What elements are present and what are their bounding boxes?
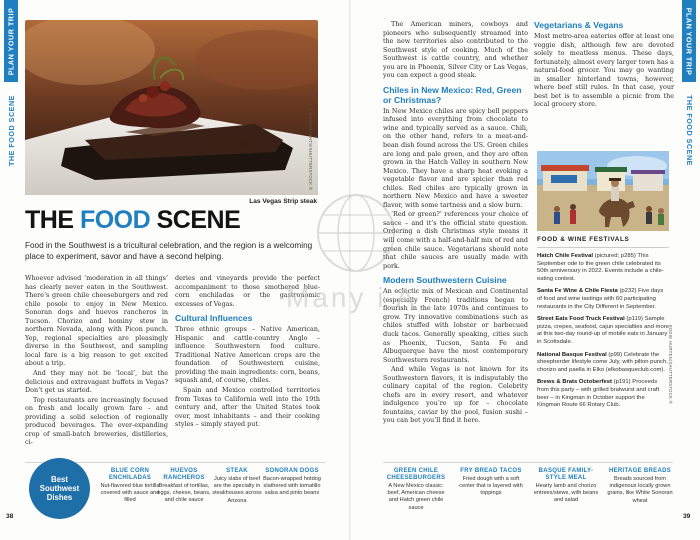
dish-name: BASQUE FAMILY-STYLE MEAL (538, 468, 594, 481)
dish-item (384, 468, 448, 512)
dish-item (157, 468, 211, 505)
dish-desc: Juicy slabs of beef are the specialty in steakhouses across Arizona (212, 476, 262, 504)
subhead-modern-cuisine: Modern Southwestern Cuisine (383, 275, 507, 286)
badge-line: Best (51, 474, 68, 484)
festival-photo (537, 151, 669, 231)
page-number-left: 38 (6, 513, 14, 520)
festival-item (537, 352, 669, 375)
steak-illustration (25, 20, 318, 195)
dish-item (606, 468, 674, 505)
body-column-1 (25, 274, 168, 448)
body-column-3 (383, 20, 528, 426)
col1-paragraph: Top restaurants are increasingly focused on fresh and locally grown fare – and providing a solid selection of regionally produced beverages. The ever-expanding crop of small-batch breweries, distilleries, ci- (25, 395, 168, 447)
dish-name: GREEN CHILE CHEESEBURGERS (386, 468, 446, 481)
festival-name: National Basque Festival (537, 351, 607, 358)
badge-line: Southwest (39, 483, 80, 493)
festival-item (537, 253, 669, 283)
dish-name: FRY BREAD TACOS (460, 468, 522, 474)
subhead-cultural-influences: Cultural Influences (175, 313, 253, 324)
dish-desc: Hearty lamb and chorizo entrees/stews, with beans and salad (533, 483, 599, 504)
dish-name: STEAK (226, 468, 248, 474)
left-side-tab (4, 0, 18, 166)
badge-line: Dishes (46, 493, 73, 503)
dish-item (262, 468, 322, 498)
col3-paragraph: And while Vegas is not known for its Southwestern flavors, it is indisputably the culinary capital of the region. Celebrity chefs are in every resort, and whatever indulgence you’re up for – chocolate fountains, caviar by the pool, fusion sushi – you can bet you’ll find it here. (383, 365, 528, 425)
dish-name: HUEVOS RANCHEROS (163, 468, 205, 481)
body-column-4 (534, 20, 674, 110)
festival-item (537, 316, 669, 346)
col3-paragraph: An eclectic mix of Mexican and Continental (especially French) traditions began to flourish in the late 1970s and continues to grow. Try innovative combinations such as chiles stuffed with lobster or barbecued duck tacos. Generally speaking, cities such as Phoenix, Tucson, Santa Fe and Albuquerque have the most contemporary Southwestern restaurants. (383, 287, 528, 364)
dish-name: SONORAN DOGS (265, 468, 319, 474)
festival-name: Street Eats Food Truck Festival (537, 316, 625, 323)
steak-photo (25, 20, 318, 195)
festival-name: Santa Fe Wine & Chile Fiesta (537, 288, 618, 295)
col2-paragraph: Three ethnic groups – Native American, Hispanic and cattle-country Anglo – influence Southwestern food culture. Traditional Native American crops are the foundation of Southwestern cuisine, providing the main ingredients: corn, beans, squash and, of course, chiles. (175, 325, 320, 385)
left-tab-sub (4, 90, 18, 170)
right-tab-block (682, 0, 696, 82)
dish-item (100, 468, 160, 505)
page-title (25, 206, 240, 235)
right-tab-secondary: THE FOOD SCENE (684, 94, 694, 166)
right-side-tab (682, 0, 696, 166)
page-number-right: 39 (683, 513, 691, 520)
festival-text: (p119) Sample pizza, crepes, seafood, cajun specialties and more at this two-day round-up of mobile eats in January in Scottsdale. (537, 316, 669, 345)
best-dishes-badge (29, 458, 90, 519)
steak-caption: Las Vegas Strip steak (249, 198, 317, 205)
festivals-heading: FOOD & WINE FESTIVALS (537, 234, 669, 248)
dish-desc: Breakfast of tortillas, eggs, cheese, beans, and chile sauce (157, 483, 211, 504)
dish-desc: Fried dough with a soft center that is layered with toppings (459, 476, 523, 497)
dish-item (458, 468, 524, 498)
right-tab-sub (682, 90, 696, 170)
dish-desc: Bacon-wrapped hotdog slathered with tomatillo salsa and pinto beans (263, 476, 321, 497)
subhead-vegetarians: Vegetarians & Vegans (534, 20, 624, 30)
festival-item (537, 288, 669, 311)
dish-desc: Nut-flavored blue tortilla covered with sauce and filled (100, 483, 160, 504)
col3-paragraph: The American miners, cowboys and pioneers who subsequently streamed into the new territories also contributed to the Southwest style of cooking. Much of the Southwest is cattle country, and whether you are in Phoenix, Silver City or Las Vegas, you can expect a good steak. (383, 20, 528, 80)
col2-paragraph: deries and vineyards provide the perfect accompaniment to those smothered blue-corn enchiladas or the gastronomic excesses of Vegas. (175, 274, 320, 308)
intro-text: Food in the Southwest is a tricultural celebration, and the region is a welcoming place to experiment, savor and have a second helping. (25, 241, 313, 262)
right-tab-primary: PLAN YOUR TRIP (684, 7, 694, 75)
col1-paragraph: And they may not be ‘local’, but the delicious and extravagant buffets in Vegas? Don’t get us started. (25, 369, 168, 395)
col3-paragraph: In New Mexico chiles are spicy bell peppers infused into everything from chocolate to wine and typically served as a sauce. Chili, on the other hand, refers to a meat-and-bean dish found across the US. Green chiles are long and pale green, and they are often grown in the Hatch Valley in southern New Mexico. They have a sharp heat evoking a vegetable flavor and are spicier than red chiles. Red chiles are typically grown in northern New Mexico and have a sweeter flavor, with some tartness and a slow burn. (383, 106, 528, 209)
dish-desc: Breads sourced from indigenous locally grown grains, like White Sonoran wheat (607, 476, 673, 504)
festival-text: (p99) Celebrate the sheepherder lifestyle come July, with pilton punch, chorizo and paella in Elko (elkobasqueclub.com). (537, 351, 668, 373)
festival-text: (p191) Proceeds from this party – with grilled bratwurst and craft beer – in Kingman in October support the Kingman Route 66 Rotary Club. (537, 379, 660, 409)
festival-name: Hatch Chile Festival (537, 253, 593, 259)
steak-photo-credit: © FOODSLIGHTS/SHUTTERSTOCK ® (308, 108, 313, 191)
left-tab-secondary: THE FOOD SCENE (6, 94, 16, 166)
festivals-box (537, 234, 669, 415)
festival-text: (p232) Five days of food and wine tastings with 60 participating restaurants in the City Different in September. (537, 288, 664, 310)
watermark-text: Many i A (286, 282, 418, 313)
col2-paragraph: Spain and Mexico controlled territories from Texas to California well into the 19th century and, after the United States took over, most inhabitants – and their cooking styles – simply stayed put. (175, 386, 320, 429)
dish-item (211, 468, 263, 505)
festival-item (537, 379, 669, 409)
left-tab-primary: PLAN YOUR TRIP (6, 7, 16, 75)
col1-paragraph: Whoever advised ‘moderation in all things’ has clearly never eaten in the Southwest. There’s green chile cheeseburgers and red chile posole to enjoy in New Mexico. Sonoran dogs and huevos rancheros in Tucson. Chorizo and hominy stew in northern Nevada, along with Picon punch. Yep, regional specialties are pleasingly diverse in the Southwest, and sampling local fare is a big reason to get excited about a trip. (25, 274, 168, 368)
col3-paragraph: ‘Red or green?’ references your choice of sauce – and it’s the official state question. Ordering a dish Christmas style means it will come with a half-and-half mix of red and green chile sauce. Vegetarians should note that chile sauces are usually made with pork. (383, 210, 528, 270)
festival-name: Brews & Brats Octoberfest (537, 379, 612, 386)
subhead-chiles: Chiles in New Mexico: Red, Green or Christmas? (383, 84, 522, 105)
left-tab-block (4, 0, 18, 82)
title-part1: THE (25, 206, 80, 234)
dish-name: HERITAGE BREADS (608, 468, 672, 474)
dish-name: BLUE CORN ENCHILADAS (108, 468, 152, 481)
title-accent: FOOD (79, 206, 151, 234)
dish-item (533, 468, 599, 505)
festival-illustration (537, 151, 669, 231)
col4-paragraph: Most metro-area eateries offer at least one veggie dish, although few are devoted solely to meatless menus. These days, fortunately, almost every larger town has a natural-food grocer. You may go wanting in smaller hinterland towns, however, where beef still rules. In that case, your best bet is to assemble a picnic from the local grocery store. (534, 32, 674, 109)
festival-photo-credit: EDDIE HURTEN/SHUTTERSTOCK ® (668, 325, 673, 404)
festival-text: (pictured; p285) This September ode to the green chile celebrated its 50th anniversary in 2022. Events include a chile-eating contest. (537, 253, 664, 282)
watermark-globe-icon (313, 190, 399, 276)
title-part2: SCENE (150, 206, 241, 234)
dish-desc: A New Mexico classic: beef, American cheese and Hatch green chile sauce (387, 483, 445, 511)
